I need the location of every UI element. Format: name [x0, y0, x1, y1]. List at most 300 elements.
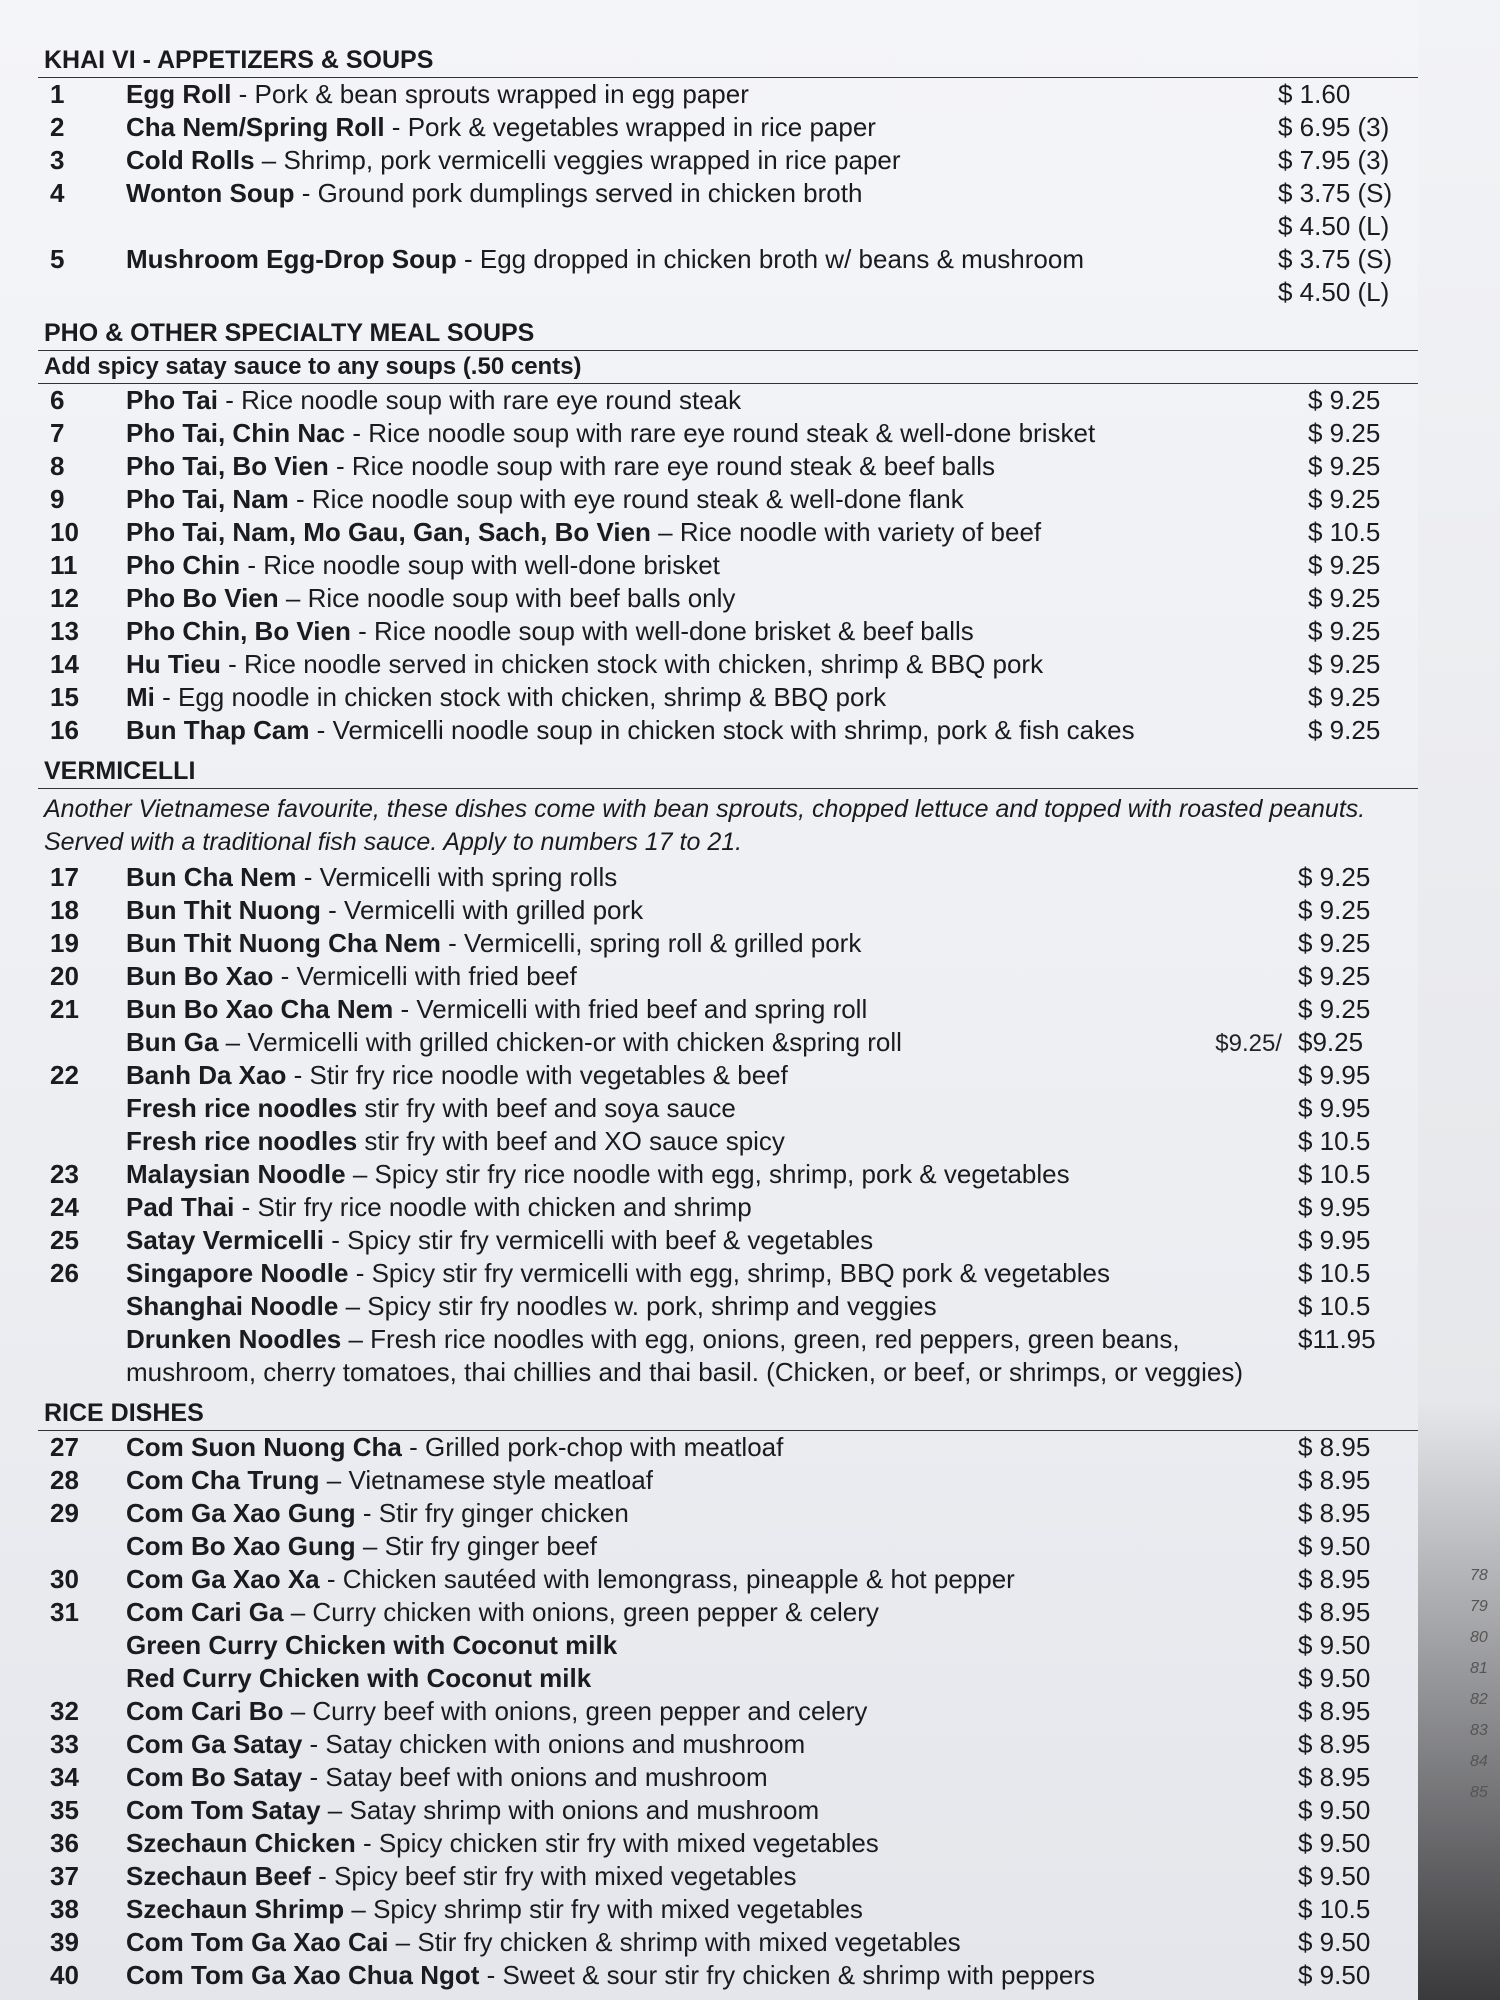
item-detail: Spicy shrimp stir fry with mixed vegetables: [373, 1894, 863, 1924]
item-description: [126, 1959, 1298, 1992]
item-name: Pho Chin, Bo Vien: [126, 616, 351, 646]
section-note: Another Vietnamese favourite, these dishes come with bean sprouts, chopped lettuce and topped with roasted peanuts. Served with a traditional fish sauce. Apply to numbers 17 to 21.: [44, 795, 1366, 856]
item-separator: -: [319, 1564, 343, 1594]
item-separator: –: [319, 1465, 349, 1495]
menu-item: [38, 1695, 1418, 1728]
item-description: [126, 1497, 1298, 1530]
menu-item: [38, 1464, 1418, 1497]
item-name: Szechaun Beef: [126, 1861, 311, 1891]
item-detail: Rice noodle served in chicken stock with chicken, shrimp & BBQ pork: [243, 649, 1044, 679]
menu-item: [38, 648, 1418, 681]
item-name: Bun Thap Cam: [126, 715, 310, 745]
item-name: Bun Thit Nuong: [126, 895, 321, 925]
item-price: $ 9.25: [1298, 994, 1371, 1024]
item-number: 6: [50, 385, 65, 415]
menu-item: [38, 111, 1418, 144]
item-description: [126, 144, 1278, 177]
item-number: 18: [50, 895, 79, 925]
menu-item: [38, 1530, 1418, 1563]
item-price: $ 8.95: [1298, 1432, 1371, 1462]
item-detail: stir fry with beef and XO sauce spicy: [364, 1126, 785, 1156]
item-name: Malaysian Noodle: [126, 1159, 346, 1189]
item-number: 8: [50, 451, 65, 481]
item-description: [126, 1530, 1298, 1563]
item-price: $ 8.95: [1298, 1564, 1371, 1594]
menu-item: [38, 1059, 1418, 1092]
item-number: 23: [50, 1159, 79, 1189]
menu-item: [38, 1728, 1418, 1761]
menu-item: [38, 1893, 1418, 1926]
item-name: Egg Roll: [126, 79, 232, 109]
menu-item: [38, 549, 1418, 582]
item-description: [126, 1860, 1298, 1893]
item-price: $ 9.25: [1308, 550, 1381, 580]
item-description: [126, 1563, 1298, 1596]
item-description: [126, 516, 1308, 549]
menu-item: [38, 927, 1418, 960]
item-number: 9: [50, 484, 65, 514]
item-detail: Spicy chicken stir fry with mixed vegetables: [378, 1828, 879, 1858]
item-price: $ 8.95: [1298, 1597, 1371, 1627]
item-number: 11: [50, 550, 78, 580]
item-name: Szechaun Chicken: [126, 1828, 356, 1858]
item-detail: Satay shrimp with onions and mushroom: [349, 1795, 820, 1825]
item-separator: -: [456, 244, 480, 274]
item-detail: Satay chicken with onions and mushroom: [325, 1729, 806, 1759]
item-number: 30: [50, 1564, 79, 1594]
menu-item: [38, 1563, 1418, 1596]
item-name: Drunken Noodles: [126, 1324, 342, 1354]
item-number: 39: [50, 1927, 79, 1957]
item-detail: Spicy beef stir fry with mixed vegetables: [334, 1861, 797, 1891]
item-separator: -: [154, 682, 178, 712]
item-price: $ 9.25: [1308, 649, 1381, 679]
menu-item: [38, 516, 1418, 549]
item-number: 13: [50, 616, 79, 646]
pho-list: [38, 384, 1418, 747]
item-description: [126, 1794, 1298, 1827]
item-description: [126, 1596, 1298, 1629]
item-separator: –: [650, 517, 680, 547]
spacer: [38, 276, 1278, 309]
item-separator: -: [350, 616, 374, 646]
item-name: Hu Tieu: [126, 649, 221, 679]
item-name: Bun Thit Nuong Cha Nem: [126, 928, 441, 958]
item-name: Bun Bo Xao: [126, 961, 274, 991]
item-description: [126, 1224, 1298, 1257]
item-detail: Spicy stir fry noodles w. pork, shrimp and veggies: [367, 1291, 937, 1321]
item-price: $ 6.95 (3): [1278, 112, 1390, 142]
item-separator: -: [440, 928, 464, 958]
item-separator: -: [220, 649, 244, 679]
item-description: [126, 1662, 1298, 1695]
section-rice: [38, 1395, 1418, 1992]
item-number: 7: [50, 418, 65, 448]
menu-item: [38, 1290, 1418, 1323]
item-price: $ 9.25: [1298, 862, 1371, 892]
item-price: $ 8.95: [1298, 1762, 1371, 1792]
item-price: $ 9.95: [1298, 1060, 1371, 1090]
item-detail: Vermicelli with grilled pork: [344, 895, 644, 925]
item-description: [126, 582, 1308, 615]
spacer: [38, 210, 1278, 243]
item-description: [126, 1695, 1298, 1728]
item-price-large: $ 4.50 (L): [1278, 277, 1390, 307]
item-separator: -: [217, 385, 242, 415]
item-name: Com Ga Xao Xa: [126, 1564, 320, 1594]
item-description: [126, 384, 1308, 417]
menu-item: [38, 1026, 1418, 1059]
item-description: [126, 681, 1308, 714]
item-separator: –: [341, 1324, 371, 1354]
margin-number: 85: [1470, 1784, 1488, 1801]
item-number: 22: [50, 1060, 79, 1090]
menu-item: [38, 450, 1418, 483]
item-number: 38: [50, 1894, 79, 1924]
item-name: Com Tom Satay: [126, 1795, 321, 1825]
item-price: $ 10.5: [1298, 1258, 1371, 1288]
item-name: Pho Chin: [126, 550, 241, 580]
item-price: $ 10.5: [1308, 517, 1381, 547]
item-name: Banh Da Xao: [126, 1060, 287, 1090]
item-name: Wonton Soup: [126, 178, 295, 208]
item-price: $ 9.25: [1308, 451, 1381, 481]
item-separator: -: [384, 112, 408, 142]
item-price: $ 9.50: [1298, 1960, 1371, 1990]
item-description: [126, 1059, 1298, 1092]
item-separator: -: [240, 550, 264, 580]
item-description: [126, 960, 1298, 993]
item-price: $ 10.5: [1298, 1291, 1371, 1321]
item-separator: –: [345, 1159, 375, 1189]
item-price: $ 9.95: [1298, 1192, 1371, 1222]
menu-item: [38, 1497, 1418, 1530]
margin-number: 81: [1470, 1660, 1488, 1677]
margin-number: 84: [1470, 1753, 1488, 1770]
item-number: 35: [50, 1795, 79, 1825]
item-description: [126, 1629, 1298, 1662]
menu-item: [38, 681, 1418, 714]
item-separator: -: [355, 1498, 379, 1528]
item-price: $ 9.25: [1308, 418, 1381, 448]
item-separator: -: [310, 1861, 335, 1891]
item-name: Red Curry Chicken with Coconut milk: [126, 1663, 592, 1693]
margin-numbers: [1470, 1560, 1488, 1808]
item-number: 3: [50, 145, 65, 175]
item-separator: -: [328, 451, 352, 481]
menu-item: [38, 177, 1418, 210]
menu-item: [38, 1926, 1418, 1959]
item-name: Pho Tai, Nam, Mo Gau, Gan, Sach, Bo Vien: [126, 517, 651, 547]
item-name: Com Suon Nuong Cha: [126, 1432, 402, 1462]
item-detail: Vietnamese style meatloaf: [348, 1465, 653, 1495]
margin-number: 78: [1470, 1567, 1488, 1584]
item-detail: Rice noodle soup with rare eye round steak & well-done brisket: [368, 418, 1096, 448]
menu-item: [38, 384, 1418, 417]
item-price: $ 9.25: [1308, 715, 1381, 745]
item-name: Singapore Noodle: [126, 1258, 349, 1288]
menu-item: [38, 1629, 1418, 1662]
item-separator: -: [479, 1960, 503, 1990]
item-number: 33: [50, 1729, 79, 1759]
item-separator: -: [294, 178, 318, 208]
item-number: 10: [50, 517, 79, 547]
item-detail: Stir fry ginger chicken: [378, 1498, 629, 1528]
item-name: Com Tom Ga Xao Chua Ngot: [126, 1960, 480, 1990]
item-separator: –: [344, 1894, 374, 1924]
item-separator: -: [234, 1192, 258, 1222]
item-detail: Chicken sautéed with lemongrass, pineapple & hot pepper: [342, 1564, 1015, 1594]
item-separator: –: [283, 1696, 313, 1726]
item-separator: –: [338, 1291, 368, 1321]
menu-item: [38, 894, 1418, 927]
item-price: $ 9.95: [1298, 1225, 1371, 1255]
margin-number: 83: [1470, 1722, 1488, 1739]
item-price: $ 8.95: [1298, 1729, 1371, 1759]
item-detail: Rice noodle soup with well-done brisket: [263, 550, 720, 580]
item-separator: -: [273, 961, 297, 991]
item-separator: -: [324, 1225, 348, 1255]
item-name: Shanghai Noodle: [126, 1291, 339, 1321]
section-title: KHAI VI - APPETIZERS & SOUPS: [38, 42, 1418, 78]
item-detail: Spicy stir fry rice noodle with egg, shrimp, pork & vegetables: [374, 1159, 1070, 1189]
item-price: $ 9.50: [1298, 1630, 1371, 1660]
item-number: 40: [50, 1960, 79, 1990]
menu-item: [38, 1827, 1418, 1860]
item-detail: Vermicelli with spring rolls: [319, 862, 618, 892]
item-description: [126, 1191, 1298, 1224]
section-title: PHO & OTHER SPECIALTY MEAL SOUPS: [38, 315, 1418, 351]
item-name: Szechaun Shrimp: [126, 1894, 345, 1924]
menu-item: [38, 714, 1418, 747]
menu-item: [38, 861, 1418, 894]
item-description: [126, 1926, 1298, 1959]
item-number: 29: [50, 1498, 79, 1528]
item-separator: –: [388, 1927, 418, 1957]
item-description: [126, 1827, 1298, 1860]
item-description: [126, 1257, 1298, 1290]
item-name: Fresh rice noodles: [126, 1093, 358, 1123]
item-number: 34: [50, 1762, 79, 1792]
item-description: [126, 111, 1278, 144]
appetizer-list: [38, 78, 1418, 309]
item-price-row: [38, 276, 1418, 309]
item-name: Pho Tai: [126, 385, 218, 415]
item-name: Satay Vermicelli: [126, 1225, 325, 1255]
item-price-row: [38, 210, 1418, 243]
menu-item: [38, 243, 1418, 276]
item-price: $ 7.95 (3): [1278, 145, 1390, 175]
menu-item: [38, 1959, 1418, 1992]
item-detail: Ground pork dumplings served in chicken broth: [317, 178, 863, 208]
item-price: $ 9.50: [1298, 1663, 1371, 1693]
item-number: 32: [50, 1696, 79, 1726]
item-description: [126, 483, 1308, 516]
item-description: [126, 1026, 1192, 1059]
menu-item: [38, 1092, 1418, 1125]
item-number: 15: [50, 682, 79, 712]
item-name: Com Ga Xao Gung: [126, 1498, 356, 1528]
item-detail: Curry beef with onions, green pepper and celery: [312, 1696, 868, 1726]
menu-item: [38, 615, 1418, 648]
item-name: Com Cha Trung: [126, 1465, 320, 1495]
item-price: $ 9.25: [1308, 583, 1381, 613]
item-price: $ 10.5: [1298, 1894, 1371, 1924]
menu-item: [38, 144, 1418, 177]
item-price: $ 9.25: [1298, 928, 1371, 958]
item-detail: Rice noodle soup with eye round steak & well-done flank: [311, 484, 964, 514]
item-price: $ 9.25: [1298, 961, 1371, 991]
item-price: $ 8.95: [1298, 1498, 1371, 1528]
item-price: $ 3.75 (S): [1278, 178, 1393, 208]
item-separator: –: [218, 1027, 248, 1057]
item-detail: Rice noodle soup with well-done brisket & beef balls: [373, 616, 974, 646]
item-price: $ 10.5: [1298, 1159, 1371, 1189]
item-detail: Spicy stir fry vermicelli with beef & vegetables: [347, 1225, 874, 1255]
item-number: 31: [50, 1597, 79, 1627]
item-detail: Rice noodle soup with rare eye round steak: [241, 385, 742, 415]
item-separator: -: [355, 1828, 379, 1858]
item-name: Bun Bo Xao Cha Nem: [126, 994, 394, 1024]
item-price: $ 8.95: [1298, 1696, 1371, 1726]
item-price: $ 9.25: [1298, 895, 1371, 925]
item-description: [126, 1158, 1298, 1191]
item-number: 28: [50, 1465, 79, 1495]
item-price: $ 9.50: [1298, 1795, 1371, 1825]
vermicelli-list: [38, 861, 1418, 1389]
section-title: RICE DISHES: [38, 1395, 1418, 1431]
item-detail: Sweet & sour stir fry chicken & shrimp with peppers: [502, 1960, 1095, 1990]
item-name: Com Cari Bo: [126, 1696, 284, 1726]
menu-content: [38, 36, 1418, 1992]
item-detail: Stir fry rice noodle with chicken and shrimp: [257, 1192, 752, 1222]
item-description: [126, 927, 1298, 960]
item-name: Com Cari Ga: [126, 1597, 284, 1627]
item-detail: Pork & vegetables wrapped in rice paper: [407, 112, 876, 142]
item-detail: Pork & bean sprouts wrapped in egg paper: [254, 79, 749, 109]
item-name: Com Tom Ga Xao Cai: [126, 1927, 389, 1957]
item-separator: –: [320, 1795, 350, 1825]
item-description: [126, 1290, 1298, 1323]
item-description: [126, 1728, 1298, 1761]
item-description: [126, 1431, 1298, 1464]
item-name: Pho Tai, Chin Nac: [126, 418, 346, 448]
item-price: $ 9.25: [1308, 616, 1381, 646]
item-name: Mi: [126, 682, 155, 712]
item-separator: –: [355, 1531, 385, 1561]
item-number: 4: [50, 178, 65, 208]
item-separator: -: [401, 1432, 425, 1462]
item-detail: Stir fry rice noodle with vegetables & beef: [309, 1060, 788, 1090]
item-price: $ 9.25: [1308, 385, 1381, 415]
item-description: [126, 993, 1298, 1026]
item-separator: -: [286, 1060, 310, 1090]
item-price: $ 9.50: [1298, 1927, 1371, 1957]
menu-item: [38, 417, 1418, 450]
item-separator: -: [302, 1762, 326, 1792]
item-number: 36: [50, 1828, 79, 1858]
item-separator: -: [393, 994, 417, 1024]
item-price: $ 9.25: [1308, 484, 1381, 514]
item-detail: Spicy stir fry vermicelli with egg, shrimp, BBQ pork & vegetables: [371, 1258, 1110, 1288]
item-description: [126, 417, 1308, 450]
item-separator: -: [302, 1729, 326, 1759]
item-separator: -: [231, 79, 255, 109]
item-number: 27: [50, 1432, 79, 1462]
section-pho: [38, 315, 1418, 747]
menu-item: [38, 1596, 1418, 1629]
item-detail: Stir fry ginger beef: [384, 1531, 598, 1561]
item-detail: stir fry with beef and soya sauce: [364, 1093, 736, 1123]
item-description: [126, 1893, 1298, 1926]
item-description: [126, 549, 1308, 582]
item-separator: -: [296, 862, 320, 892]
item-price: $9.25: [1298, 1027, 1364, 1057]
menu-item: [38, 582, 1418, 615]
item-description: [126, 615, 1308, 648]
item-name: Pad Thai: [126, 1192, 235, 1222]
rice-list: [38, 1431, 1418, 1992]
menu-item: [38, 483, 1418, 516]
item-name: Cha Nem/Spring Roll: [126, 112, 385, 142]
item-description: [126, 894, 1298, 927]
item-detail: Shrimp, pork vermicelli veggies wrapped in rice paper: [283, 145, 901, 175]
item-description: [126, 450, 1308, 483]
item-name: Bun Cha Nem: [126, 862, 297, 892]
item-number: 19: [50, 928, 79, 958]
item-price: $11.95: [1298, 1324, 1376, 1354]
item-detail: Fresh rice noodles with egg, onions, green, red peppers, green beans, mushroom, cherry tomatoes, thai chillies and thai basil. (Chicken, or beef, or shrimps, or veggies): [126, 1324, 1244, 1387]
item-number: 1: [50, 79, 65, 109]
menu-item: [38, 1257, 1418, 1290]
item-name: Bun Ga: [126, 1027, 219, 1057]
item-name: Pho Tai, Bo Vien: [126, 451, 329, 481]
item-detail: Vermicelli with fried beef: [296, 961, 577, 991]
item-separator: -: [345, 418, 369, 448]
menu-item: [38, 1860, 1418, 1893]
item-description: [126, 1323, 1298, 1389]
item-description: [126, 177, 1278, 210]
item-detail: Curry chicken with onions, green pepper & celery: [312, 1597, 879, 1627]
item-separator: -: [288, 484, 312, 514]
menu-item: [38, 78, 1418, 111]
item-description: [126, 714, 1308, 747]
item-name: Mushroom Egg-Drop Soup: [126, 244, 457, 274]
item-detail: Grilled pork-chop with meatloaf: [424, 1432, 784, 1462]
margin-number: 82: [1470, 1691, 1488, 1708]
item-description: [126, 1125, 1298, 1158]
item-name: Fresh rice noodles: [126, 1126, 358, 1156]
item-description: [126, 1092, 1298, 1125]
item-detail: Vermicelli, spring roll & grilled pork: [463, 928, 862, 958]
item-description: [126, 1464, 1298, 1497]
item-number: 25: [50, 1225, 79, 1255]
item-number: 5: [50, 244, 65, 274]
menu-item: [38, 1224, 1418, 1257]
item-number: 21: [50, 994, 79, 1024]
item-description: [126, 1761, 1298, 1794]
item-detail: Vermicelli noodle soup in chicken stock with shrimp, pork & fish cakes: [332, 715, 1135, 745]
item-detail: Egg noodle in chicken stock with chicken, shrimp & BBQ pork: [178, 682, 887, 712]
item-price: $ 9.50: [1298, 1828, 1371, 1858]
item-name: Cold Rolls: [126, 145, 255, 175]
item-number: 12: [50, 583, 79, 613]
item-detail: Rice noodle soup with rare eye round steak & beef balls: [351, 451, 996, 481]
margin-number: 80: [1470, 1629, 1488, 1646]
item-price: $ 9.95: [1298, 1093, 1371, 1123]
item-number: 37: [50, 1861, 79, 1891]
menu-item: [38, 1323, 1418, 1389]
